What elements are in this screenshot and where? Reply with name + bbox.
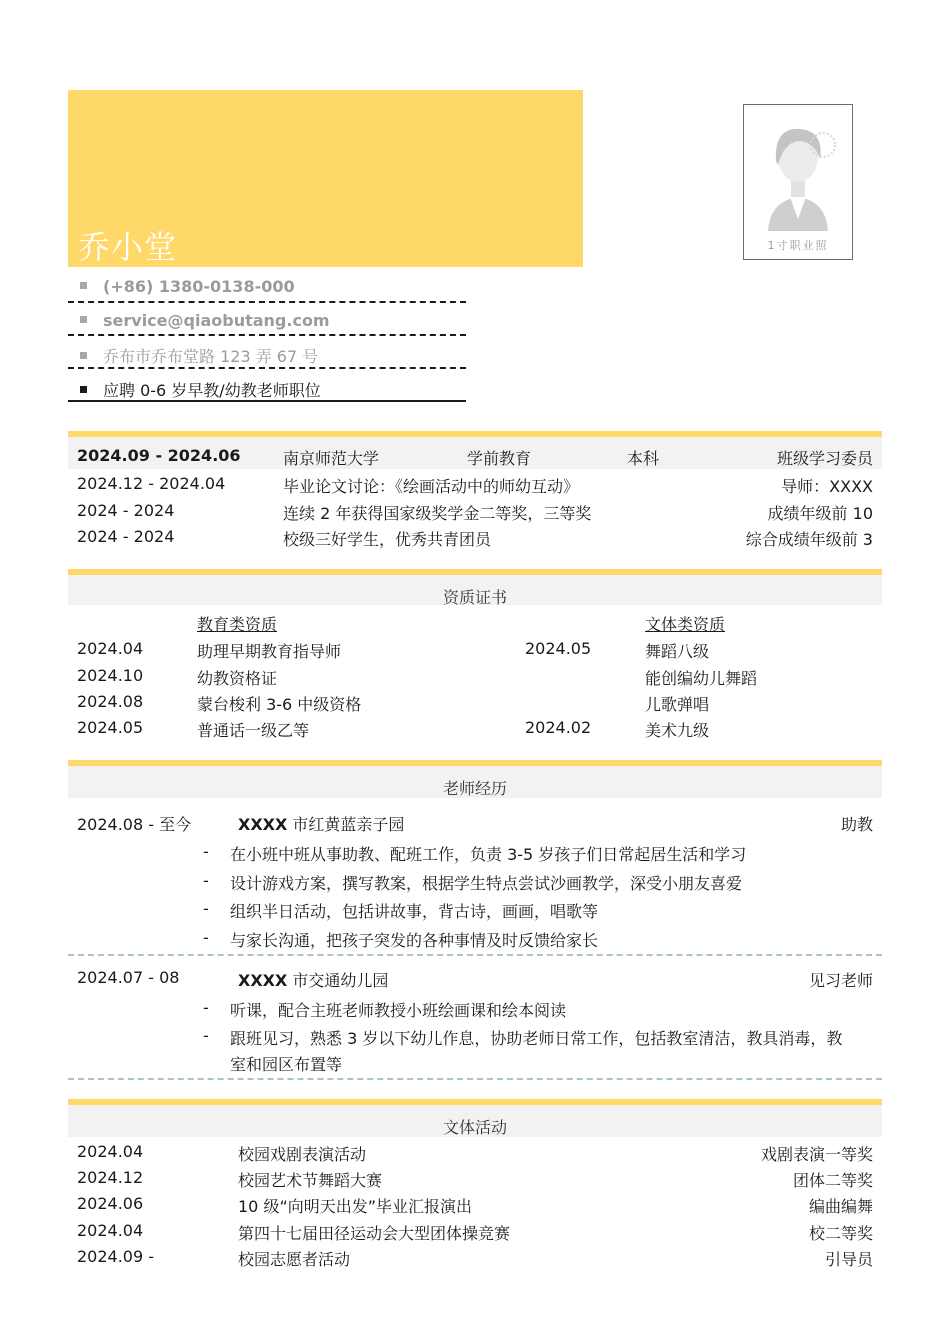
- dash-bullet: -: [203, 899, 209, 918]
- activity-result: 编曲编舞: [808, 1197, 873, 1216]
- edu-row-note: 综合成绩年级前 3: [745, 530, 873, 549]
- phone-number: (+86) 1380-0138-000: [103, 277, 295, 296]
- job-org: [238, 968, 388, 991]
- job-org-name: 市交通幼儿园: [287, 971, 389, 990]
- square-bullet-icon: [80, 316, 87, 323]
- cert-name: 美术九级: [645, 721, 710, 740]
- job-divider: [68, 954, 882, 956]
- activity-result: 团体二等奖: [792, 1171, 873, 1190]
- edu-row-period: 2024 - 2024: [77, 527, 175, 546]
- job-duty: 组织半日活动，包括讲故事，背古诗，画画，唱歌等: [230, 902, 599, 921]
- edu-period: 2024.09 - 2024.06: [77, 446, 241, 465]
- activity-date: 2024.04: [77, 1142, 144, 1161]
- cert-name: 助理早期教育指导师: [197, 642, 342, 661]
- job-duty: 室和园区布置等: [230, 1055, 343, 1074]
- activity-event: 校园志愿者活动: [238, 1250, 351, 1269]
- divider: [68, 367, 466, 369]
- square-bullet-icon: [80, 352, 87, 359]
- address-row: [80, 344, 466, 374]
- job-duty: 与家长沟通，把孩子突发的各种事情及时反馈给家长: [230, 931, 599, 950]
- job-role: 助教: [840, 815, 873, 834]
- job-duty: 设计游戏方案，撰写教案，根据学生特点尝试沙画教学，深受小朋友喜爱: [230, 874, 743, 893]
- cert-date: 2024.10: [77, 666, 144, 685]
- job-duty: 听课，配合主班老师教授小班绘画课和绘本阅读: [230, 1001, 567, 1020]
- job-objective: 应聘 0-6 岁早教/幼教老师职位: [103, 381, 321, 400]
- job-duty: 在小班中班从事助教、配班工作，负责 3-5 岁孩子们日常起居生活和学习: [230, 845, 747, 864]
- cert-name: 幼教资格证: [197, 669, 278, 688]
- job-org-prefix: XXXX: [238, 815, 288, 834]
- activity-date: 2024.09 -: [77, 1247, 155, 1266]
- activity-event: 校园艺术节舞蹈大赛: [238, 1171, 383, 1190]
- job-org: [238, 812, 404, 835]
- cert-name: 舞蹈八级: [645, 642, 710, 661]
- cert-name: 蒙台梭利 3-6 中级资格: [197, 695, 362, 714]
- cert-date: 2024.05: [525, 639, 592, 658]
- dash-bullet: -: [203, 1026, 209, 1045]
- edu-row-period: 2024.12 - 2024.04: [77, 474, 226, 493]
- objective-row: [80, 378, 466, 408]
- profile-photo: [743, 104, 853, 260]
- activity-result: 引导员: [824, 1250, 873, 1269]
- activity-date: 2024.12: [77, 1168, 144, 1187]
- divider: [68, 400, 466, 402]
- dash-bullet: -: [203, 928, 209, 947]
- square-bullet-icon: [80, 282, 87, 289]
- activity-event: 校园戏剧表演活动: [238, 1145, 367, 1164]
- edu-degree: 本科: [627, 449, 660, 468]
- edu-role: 班级学习委员: [776, 449, 873, 468]
- activity-result: 戏剧表演一等奖: [760, 1145, 873, 1164]
- dash-bullet: -: [203, 842, 209, 861]
- activity-date: 2024.06: [77, 1194, 144, 1213]
- edu-school: 南京师范大学: [283, 449, 380, 468]
- job-org-name: 市红黄蓝亲子园: [287, 815, 405, 834]
- edu-row-desc: 校级三好学生，优秀共青团员: [283, 530, 492, 549]
- email-address: service@qiaobutang.com: [103, 311, 330, 330]
- activity-result: 校二等奖: [808, 1224, 873, 1243]
- home-address: 乔布市乔布堂路 123 弄 67 号: [103, 347, 319, 366]
- cert-name: 能创编幼儿舞蹈: [645, 669, 758, 688]
- cert-date: 2024.08: [77, 692, 144, 711]
- cert-date: 2024.05: [77, 718, 144, 737]
- edu-major: 学前教育: [467, 449, 532, 468]
- section-title-activities: 文体活动: [442, 1118, 507, 1137]
- cert-name: 儿歌弹唱: [645, 695, 710, 714]
- edu-row-note: 导师：XXXX: [781, 477, 873, 496]
- dash-bullet: -: [203, 871, 209, 890]
- activity-event: 10 级“向明天出发”毕业汇报演出: [238, 1197, 473, 1216]
- cert-date: 2024.04: [77, 639, 144, 658]
- job-duty: 跟班见习，熟悉 3 岁以下幼儿作息，协助老师日常工作，包括教室清洁，教具消毒，教: [230, 1029, 843, 1048]
- activity-date: 2024.04: [77, 1221, 144, 1240]
- cert-name: 普通话一级乙等: [197, 721, 310, 740]
- edu-cert-heading: 教育类资质: [197, 615, 278, 634]
- activity-event: 第四十七届田径运动会大型团体操竞赛: [238, 1224, 511, 1243]
- divider: [68, 301, 466, 303]
- edu-row-desc: 连续 2 年获得国家级奖学金二等奖，三等奖: [283, 504, 592, 523]
- avatar-icon: [744, 109, 852, 239]
- edu-row-note: 成绩年级前 10: [767, 504, 873, 523]
- section-title-certs: 资质证书: [442, 588, 507, 607]
- divider: [68, 334, 466, 336]
- cert-date: 2024.02: [525, 718, 592, 737]
- candidate-name: 乔小堂: [78, 228, 178, 266]
- edu-row-desc: 毕业论文讨论：《绘画活动中的师幼互动》: [283, 477, 580, 496]
- photo-caption: 1寸职业照: [767, 239, 829, 252]
- job-org-prefix: XXXX: [238, 971, 288, 990]
- dash-bullet: -: [203, 998, 209, 1017]
- email-row: [80, 311, 466, 341]
- job-role: 见习老师: [808, 971, 873, 990]
- arts-cert-heading: 文体类资质: [645, 615, 726, 634]
- job-period: 2024.07 - 08: [77, 968, 180, 987]
- square-bullet-icon: [80, 386, 87, 393]
- job-divider: [68, 1078, 882, 1080]
- edu-row-period: 2024 - 2024: [77, 501, 175, 520]
- section-title-experience: 老师经历: [442, 779, 507, 798]
- job-period: 2024.08 - 至今: [77, 815, 192, 834]
